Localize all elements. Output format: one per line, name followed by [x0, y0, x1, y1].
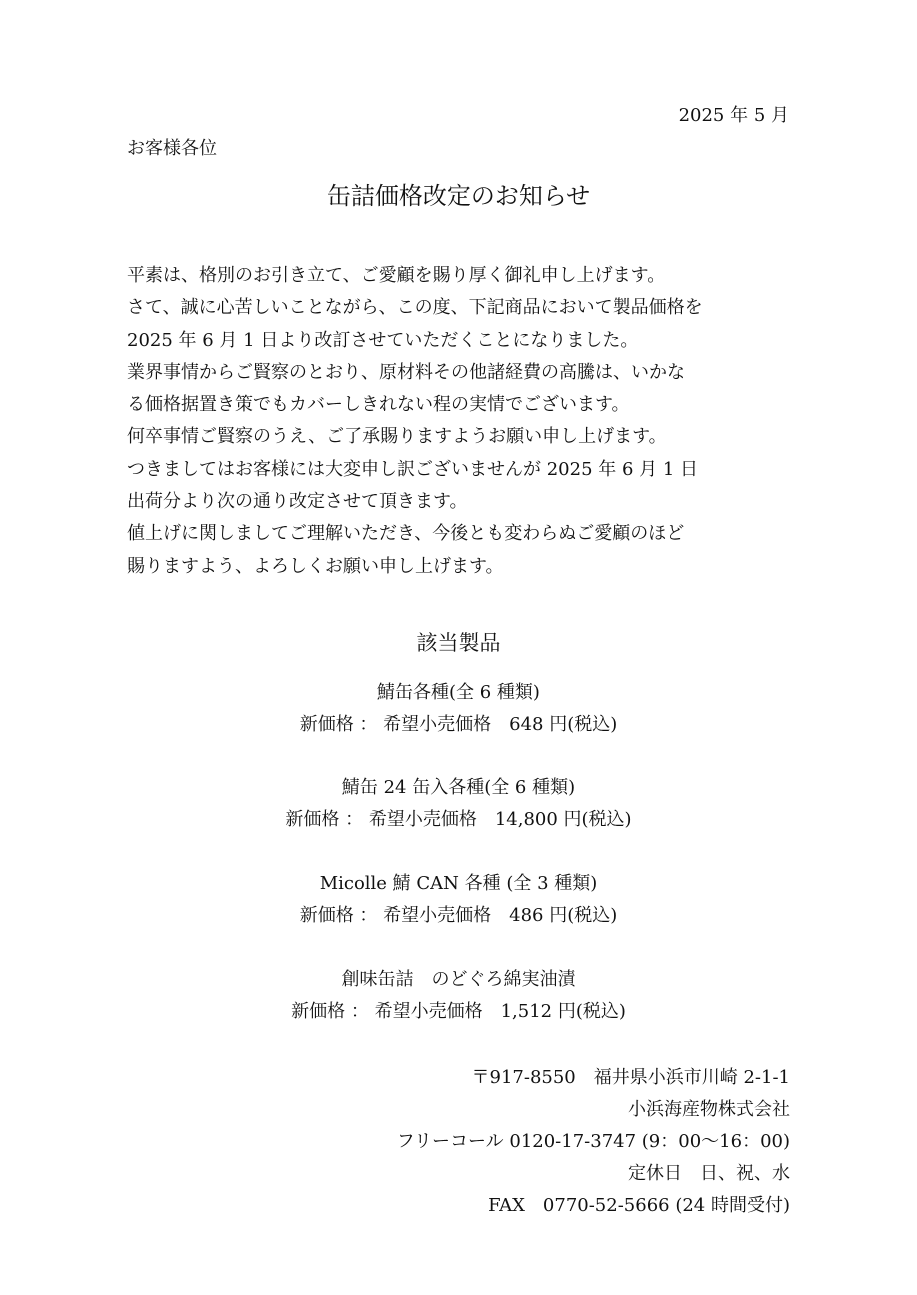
body-line: 平素は、格別のお引き立て、ご愛顧を賜り厚く御礼申し上げます。: [127, 265, 666, 286]
body-line: つきましてはお客様には大変申し訳ございませんが 2025 年 6 月 1 日: [127, 458, 699, 480]
product-name: 鯖缶各種(全 6 種類): [377, 682, 540, 703]
body-line: 値上げに関しましてご理解いただき、今後とも変わらぬご愛顧のほど: [127, 523, 685, 545]
body-line: 何卒事情ご賢察のうえ、ご了承賜りますようお願い申し上げます。: [127, 426, 667, 448]
document-title: 缶詰価格改定のお知らせ: [326, 182, 591, 210]
body-line: さて、誠に心苦しいことながら、この度、下記商品において製品価格を: [127, 297, 703, 319]
product-price: 新価格 ： 希望小売価格 1,512 円(税込): [291, 1001, 626, 1022]
company-address: 〒917-8550 福井県小浜市川崎 2-1-1: [471, 1067, 790, 1088]
product-name: 鯖缶 24 缶入各種(全 6 種類): [341, 777, 576, 798]
body-line: る価格据置き策でもカバーしきれない程の実情でございます。: [127, 394, 630, 416]
body-line: 賜りますよう、よろしくお願い申し上げます。: [127, 555, 504, 577]
product-price: 新価格 ： 希望小売価格 648 円(税込): [299, 714, 618, 735]
company-holidays: 定休日 日、祝、水: [628, 1163, 790, 1184]
notice-body: [127, 260, 795, 583]
company-name: 小浜海産物株式会社: [628, 1099, 790, 1120]
product-nodoguro-can: [0, 964, 917, 1028]
product-price: 新価格 ： 希望小売価格 14,800 円(税込): [285, 809, 632, 830]
product-saba-can: [0, 677, 917, 741]
products-heading: 該当製品: [416, 631, 501, 655]
body-line: 出荷分より次の通り改定させて頂きます。: [127, 491, 468, 513]
body-line: 2025 年 6 月 1 日より改訂させていただくことになりました。: [127, 329, 639, 351]
product-saba-can-24: [0, 772, 917, 836]
product-micolle-saba-can: [0, 868, 917, 932]
product-price: 新価格 ： 希望小売価格 486 円(税込): [299, 905, 618, 926]
company-freecall: フリーコール 0120-17-3747 (9：00～16：00): [396, 1131, 790, 1152]
body-line: 業界事情からご賢察のとおり、原材料その他諸経費の高騰は、いかな: [127, 361, 685, 383]
company-info: [397, 1062, 790, 1222]
recipient-salutation: お客様各位: [127, 138, 217, 159]
document-date: 2025 年 5 月: [678, 105, 789, 126]
company-fax: FAX 0770-52-5666 (24 時間受付): [488, 1195, 790, 1216]
product-name: Micolle 鯖 CAN 各種 (全 3 種類): [319, 873, 598, 894]
product-name: 創味缶詰 のどぐろ綿実油漬: [341, 969, 576, 990]
